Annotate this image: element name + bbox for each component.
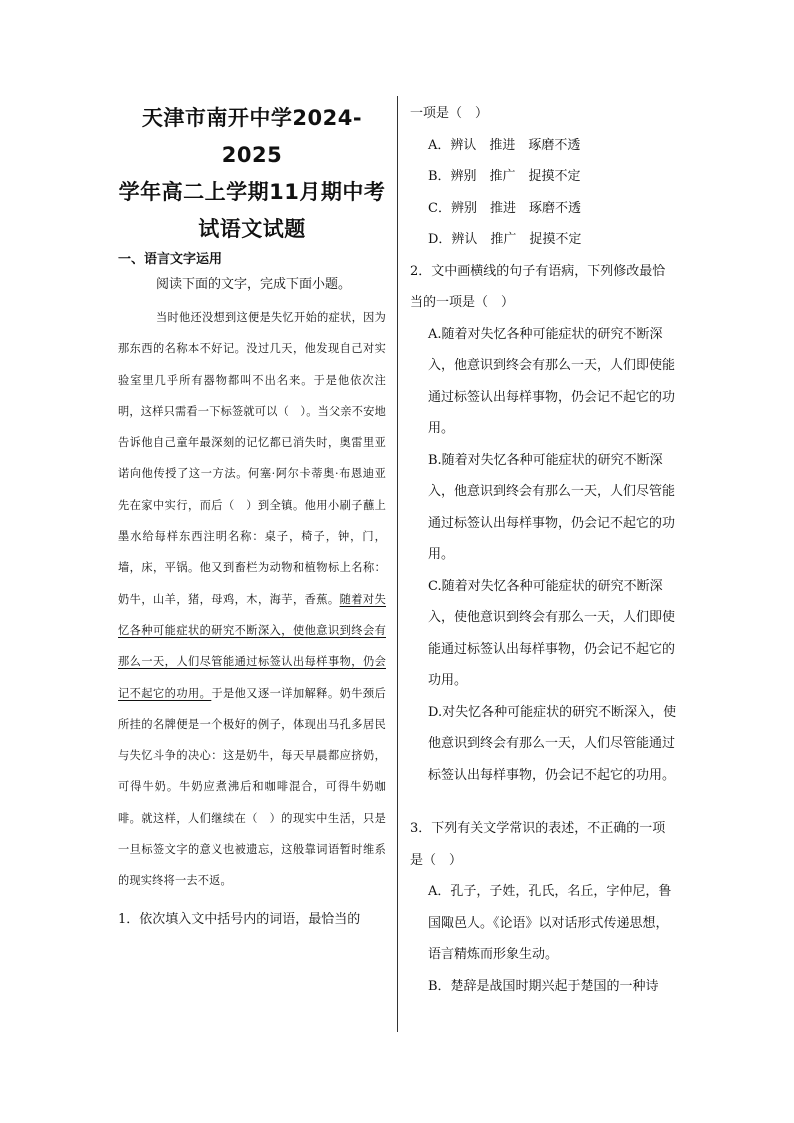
question-2-option-d: D.对失忆各种可能症状的研究不断深入，使他意识到终会有那么一天，人们尽管能通过标签认出每样事物，仍会记不起它的功用。: [428, 704, 677, 783]
question-2-option-c: C.随着对失忆各种可能症状的研究不断深入，使他意识到终会有那么一天，人们即使能通过标签认出每样事物，仍会记不起它的功用。: [428, 578, 676, 688]
question-2-option-a: A.随着对失忆各种可能症状的研究不断深入，他意识到终会有那么一天，人们即使能通过标签认出每样事物，仍会记不起它的功用。: [428, 326, 676, 436]
question-3-option-b: B．楚辞是战国时期兴起于楚国的一种诗: [428, 978, 659, 994]
exam-title: [118, 100, 386, 248]
right-column: [410, 98, 678, 1002]
question-3-option-a: A．孔子，子姓，孔氏，名丘，字仲尼，鲁国陬邑人。《论语》以对话形式传递思想，语言精炼而形象生动。: [428, 884, 672, 962]
question-spacer: [410, 791, 678, 813]
left-column: [118, 100, 386, 933]
title-line-3: 试语文试题: [198, 217, 306, 241]
passage-part-1: 当时他还没想到这便是失忆开始的症状，因为那东西的名称本不好记。没过几天，他发现自己对实验室里几乎所有器物都叫不出名来。于是他依次注明，这样只需看一下标签就可以（ ）。当父亲不安地告诉他自己童年最深刻的记忆都已消失时，奥雷里亚诺向他传授了这一方法。何塞·阿尔卡蒂奥·布恩迪亚先在家中实行，而后（ ）到全镇。他用小刷子蘸上墨水给每样东西注明名称：桌子，椅子，钟，门，墙，床，平锅。他又到畜栏为动物和植物标上名称：奶牛，山羊，猪，母鸡，木，海芋，香蕉。: [118, 311, 386, 606]
underlined-sentence: 随着对失忆各种可能症状的研究不断深入，使他意识到终会有那么一天，人们尽管能通过标签认出每样事物，仍会记不起它的功用。: [118, 592, 386, 700]
reading-instruction: 阅读下面的文字，完成下面小题。: [156, 277, 352, 292]
question-1-option-d: D．辨认 推广 捉摸不定: [428, 232, 582, 247]
title-line-2: 学年高二上学期11月期中考: [118, 180, 386, 204]
question-2-option-b: B.随着对失忆各种可能症状的研究不断深入，他意识到终会有那么一天，人们尽管能通过标签认出每样事物，仍会记不起它的功用。: [428, 452, 676, 562]
question-2-stem: 2．文中画横线的句子有语病，下列修改最恰当的一项是（ ）: [410, 263, 666, 310]
title-line-1: 天津市南开中学2024-2025: [141, 106, 363, 167]
question-1-option-b: B．辨别 推广 捉摸不定: [428, 169, 581, 184]
question-3-stem: 3．下列有关文学常识的表述，不正确的一项是（ ）: [410, 821, 666, 868]
reading-passage: [118, 302, 386, 897]
question-1-stem: 1．依次填入文中括号内的词语，最恰当的: [118, 911, 361, 927]
passage-part-2: 于是他又逐一详加解释。奶牛颈后所挂的名牌便是一个极好的例子，体现出马孔多居民与失忆斗争的决心：这是奶牛，每天早晨都应挤奶，可得牛奶。牛奶应煮沸后和咖啡混合，可得牛奶咖啡。就这样，人们继续在（ ）的现实中生活，只是一旦标签文字的意义也被遗忘，这般靠词语暂时维系的现实终将一去不返。: [118, 686, 386, 888]
question-1-stem-continued: 一项是（ ）: [410, 106, 489, 121]
column-divider: [397, 96, 398, 1032]
section-heading: 一、语言文字运用: [118, 252, 223, 267]
question-1-option-c: C．辨别 推进 琢磨不透: [428, 200, 581, 216]
question-1-option-a: A．辨认 推进 琢磨不透: [428, 137, 581, 153]
